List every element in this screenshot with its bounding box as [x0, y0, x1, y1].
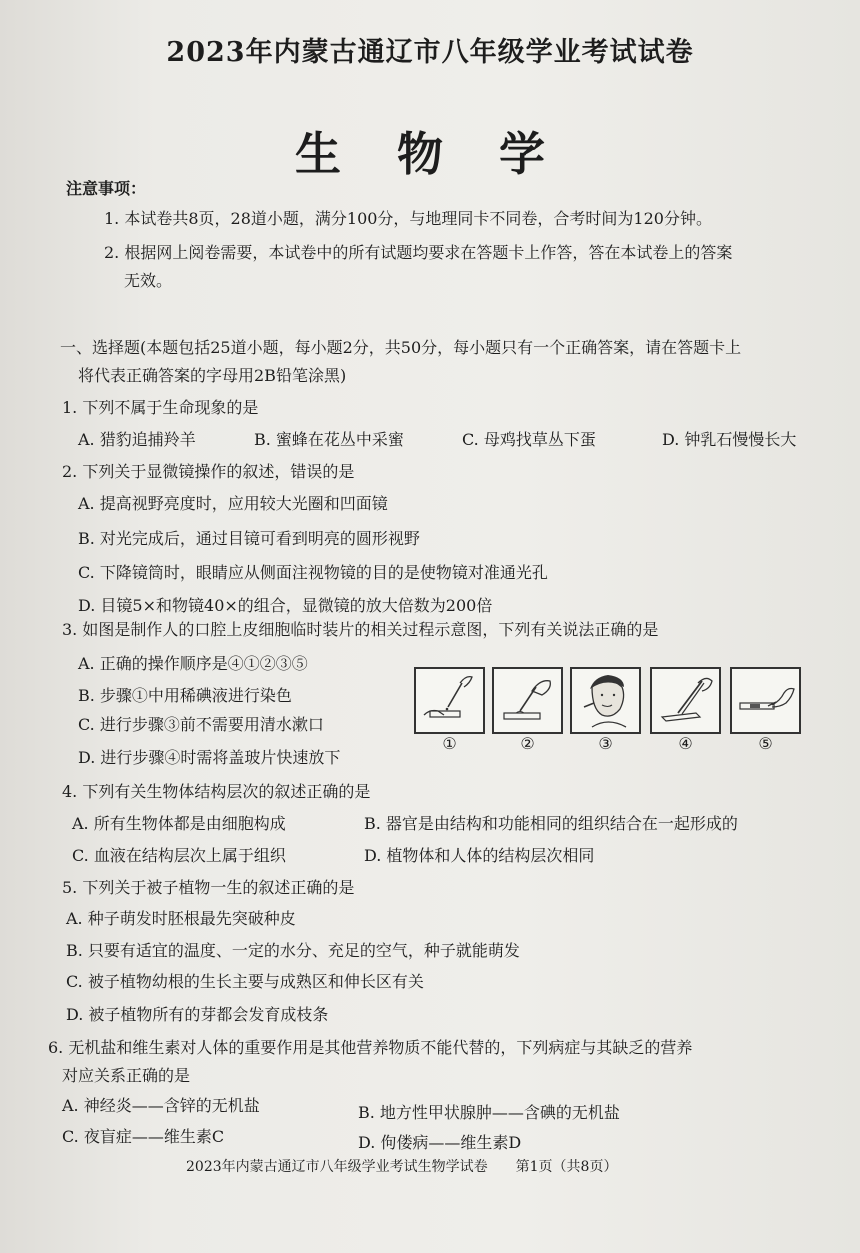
q1-option-d: D. 钟乳石慢慢长大: [662, 430, 797, 449]
q3-option-b: B. 步骤①中用稀碘液进行染色: [78, 686, 292, 705]
step-3-panel: [570, 667, 641, 734]
notice-item-2-cont: 无效。: [124, 271, 173, 290]
q4-option-b: B. 器官是由结构和功能相同的组织结合在一起形成的: [364, 814, 738, 833]
step-label-4: ④: [678, 734, 693, 753]
q5-option-b: B. 只要有适宜的温度、一定的水分、充足的空气，种子就能萌发: [66, 941, 520, 960]
q5-option-a: A. 种子萌发时胚根最先突破种皮: [66, 909, 296, 928]
q3-option-c: C. 进行步骤③前不需要用清水漱口: [78, 715, 324, 734]
notice-item-2: 2. 根据网上阅卷需要，本试卷中的所有试题均要求在答题卡上作答，答在本试卷上的答案: [104, 243, 733, 262]
q3-option-a: A. 正确的操作顺序是④①②③⑤: [78, 654, 308, 673]
toothpick-scraping-icon: [494, 669, 561, 732]
question-2-stem: 2. 下列关于显微镜操作的叙述，错误的是: [62, 462, 355, 481]
step-label-1: ①: [442, 734, 457, 753]
q6-option-b: B. 地方性甲状腺肿——含碘的无机盐: [358, 1103, 620, 1122]
step-label-3: ③: [598, 734, 613, 753]
q2-option-b: B. 对光完成后，通过目镜可看到明亮的圆形视野: [78, 529, 420, 548]
question-1-stem: 1. 下列不属于生命现象的是: [62, 398, 259, 417]
q3-option-d: D. 进行步骤④时需将盖玻片快速放下: [78, 748, 341, 767]
q1-option-b: B. 蜜蜂在花丛中采蜜: [254, 430, 404, 449]
step-2-panel: [492, 667, 563, 734]
exam-title: 2023年内蒙古通辽市八年级学业考试试卷: [166, 37, 694, 68]
page-footer: 2023年内蒙古通辽市八年级学业考试生物学试卷 第1页（共8页）: [186, 1159, 618, 1175]
section-instruction: 将代表正确答案的字母用2B铅笔涂黑): [78, 366, 347, 385]
q1-option-a: A. 猎豹追捕羚羊: [78, 430, 196, 449]
step-4-panel: [650, 667, 721, 734]
tweezers-coverslip-icon: [652, 669, 719, 732]
notice-heading: 注意事项：: [66, 179, 147, 198]
staining-slide-icon: [732, 669, 799, 732]
q2-option-c: C. 下降镜筒时，眼睛应从侧面注视物镜的目的是使物镜对准通光孔: [78, 563, 548, 582]
section-heading: 一、选择题(本题包括25道小题，每小题2分，共50分，每小题只有一个正确答案，请在答题卡上: [60, 338, 742, 357]
q4-option-c: C. 血液在结构层次上属于组织: [72, 846, 286, 865]
q5-option-c: C. 被子植物幼根的生长主要与成熟区和伸长区有关: [66, 972, 424, 991]
q6-option-a: A. 神经炎——含锌的无机盐: [62, 1096, 260, 1115]
question-3-stem: 3. 如图是制作人的口腔上皮细胞临时装片的相关过程示意图，下列有关说法正确的是: [62, 620, 659, 639]
q4-option-d: D. 植物体和人体的结构层次相同: [364, 846, 595, 865]
person-rinsing-mouth-icon: [572, 669, 639, 732]
q4-option-a: A. 所有生物体都是由细胞构成: [72, 814, 286, 833]
question-4-stem: 4. 下列有关生物体结构层次的叙述正确的是: [62, 782, 371, 801]
q2-option-a: A. 提高视野亮度时，应用较大光圈和凹面镜: [78, 494, 388, 513]
question-6-stem-cont: 对应关系正确的是: [62, 1066, 191, 1085]
dropper-on-slide-icon: [416, 669, 483, 732]
q1-option-c: C. 母鸡找草丛下蛋: [462, 430, 596, 449]
q6-option-d: D. 佝偻病——维生素D: [358, 1133, 522, 1152]
notice-item-1: 1. 本试卷共8页，28道小题，满分100分，与地理同卡不同卷，合考时间为120分钟。: [104, 209, 712, 228]
step-label-5: ⑤: [758, 734, 773, 753]
question-6-stem: 6. 无机盐和维生素对人体的重要作用是其他营养物质不能代替的，下列病症与其缺乏的营养: [48, 1038, 693, 1057]
q5-option-d: D. 被子植物所有的芽都会发育成枝条: [66, 1005, 329, 1024]
subject-title: 生 物 学: [294, 127, 566, 181]
q2-option-d: D. 目镜5×和物镜40×的组合，显微镜的放大倍数为200倍: [78, 596, 493, 615]
step-5-panel: [730, 667, 801, 734]
step-label-2: ②: [520, 734, 535, 753]
q6-option-c: C. 夜盲症——维生素C: [62, 1127, 225, 1146]
question-5-stem: 5. 下列关于被子植物一生的叙述正确的是: [62, 878, 355, 897]
step-1-panel: [414, 667, 485, 734]
